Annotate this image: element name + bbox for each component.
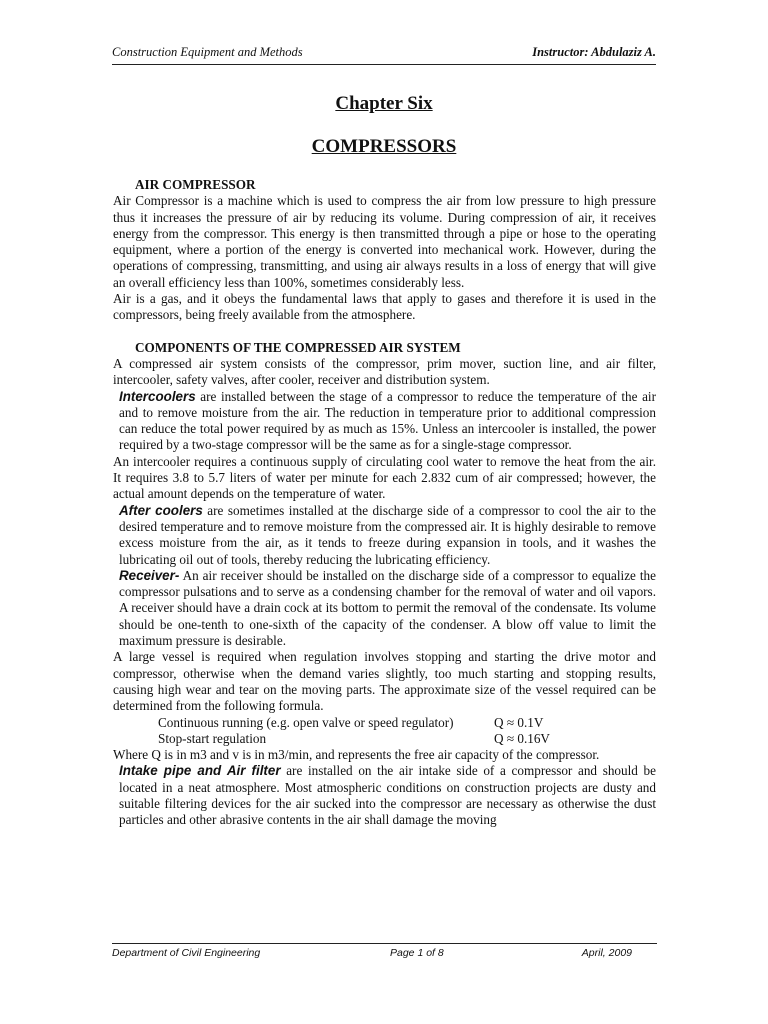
formula-value: Q ≈ 0.1V (494, 714, 544, 730)
paragraph: Air Compressor is a machine which is used to compress the air from low pressure to high pressure thus it increases the pressure of air by reducing its volume. During compression of air, it receives energy from the compressor. This energy is then transmitted through a pipe or hose to the operating equipment, where a portion of the energy is converted into mechanical work. However, during the operations of compressing, transmitting, and using air always results in a loss of energy that will give an overall efficiency less than 100%, sometimes considerably less. (113, 193, 656, 290)
paragraph-aftercoolers (113, 503, 656, 568)
document-body (113, 177, 656, 829)
section-heading-components: COMPONENTS OF THE COMPRESSED AIR SYSTEM (135, 339, 461, 355)
page-footer (112, 947, 632, 963)
paragraph-intake (113, 763, 656, 828)
paragraph: Where Q is in m3 and v is in m3/min, and represents the free air capacity of the compressor. (113, 747, 600, 763)
page-number: Page 1 of 8 (390, 947, 444, 959)
paragraph-intercoolers (113, 389, 656, 454)
page-title: COMPRESSORS (311, 136, 457, 157)
paragraph-text: are sometimes installed at the discharge side of a compressor to cool the air to the desired temperature and to remove moisture from the compressed air. It is highly desirable to remove excess moisture from the air, as it tends to freeze during expansion in tools, and it washes the lubricating oil out of tools, thereby reducing the lubricating efficiency. (119, 502, 656, 567)
section-heading-air-compressor: AIR COMPRESSOR (135, 177, 256, 192)
paragraph-text: are installed on the air intake side of a compressor and should be located in a neat atmosphere. Most atmospheric conditions on construction projects are dusty and suitable filtering devices for the air sucked into the compressor are necessary as otherwise the dust particles and other abrasive contents in the air shall damage the moving (119, 763, 656, 828)
term-intercoolers: Intercoolers (119, 388, 196, 404)
paragraph: A large vessel is required when regulation involves stopping and starting the drive motor and compressor, otherwise when the demand varies slightly, too much starting and stopping results, causing high wear and tear on the moving parts. The approximate size of the vessel required can be determined from the following formula. (113, 649, 656, 714)
footer-divider (112, 943, 657, 944)
department-name: Department of Civil Engineering (112, 947, 261, 959)
formula-label: Continuous running (e.g. open valve or speed regulator) (158, 714, 454, 730)
term-aftercoolers: After coolers (119, 502, 203, 518)
paragraph: Air is a gas, and it obeys the fundamental laws that apply to gases and therefore it is used in the compressors, being freely available from the atmosphere. (113, 291, 656, 323)
paragraph: A compressed air system consists of the compressor, prim mover, suction line, and air filter, intercooler, safety valves, after cooler, receiver and distribution system. (113, 355, 656, 388)
header-divider (112, 64, 656, 65)
paragraph-text: are installed between the stage of a compressor to reduce the temperature of the air and to remove moisture from the air. The reduction in temperature prior to additional compression can reduce the total power required by as much as 15%. Unless an intercooler is installed, the power required by a two-stage compressor will be the same as for a single-stage compressor. (119, 388, 656, 453)
formula-row (113, 731, 656, 747)
paragraph-receiver (113, 568, 656, 649)
instructor-name: Instructor: Abdulaziz A. (532, 45, 656, 59)
page-header (112, 45, 656, 65)
formula-value: Q ≈ 0.16V (494, 730, 550, 746)
course-title: Construction Equipment and Methods (112, 45, 303, 59)
term-intake: Intake pipe and Air filter (119, 763, 281, 779)
formula-row (113, 715, 656, 731)
paragraph: An intercooler requires a continuous supply of circulating cool water to remove the heat from the air. It requires 3.8 to 5.7 liters of water per minute for each 2.832 cum of air compressed; however, the actual amount depends on the temperature of water. (113, 453, 656, 502)
document-date: April, 2009 (581, 947, 632, 959)
chapter-title: Chapter Six (335, 93, 433, 114)
paragraph-text: An air receiver should be installed on the discharge side of a compressor to equalize the compressor pulsations and to serve as a condensing chamber for the removal of water and oil vapors. A receiver should have a drain cock at its bottom to permit the removal of the condensate. Its volume should be one-tenth to one-sixth of the capacity of the condenser. A blow off value to limit the maximum pressure is desirable. (119, 567, 656, 649)
term-receiver: Receiver- (119, 567, 180, 583)
formula-label: Stop-start regulation (158, 730, 267, 746)
